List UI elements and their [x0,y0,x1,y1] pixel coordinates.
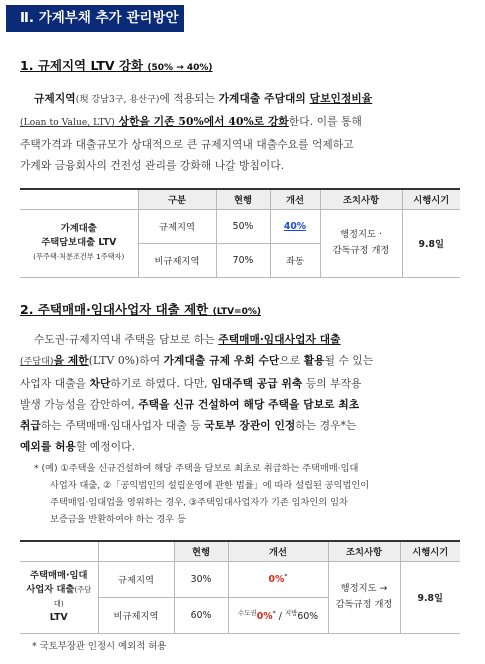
s2-l1-a: 수도권·규제지역내 [34,333,125,346]
table1-improved-regulated: 40% [283,220,307,232]
table1-current-nonregulated: 70% [216,243,270,277]
note-line-1: * (예) ①주택을 신규건설하여 해당 주택을 담보로 최초로 취급하는 주택매매·임대 [34,463,359,474]
table2-improved-regulated: 0% [268,574,285,586]
table2-header-action: 조치사항 [328,541,400,561]
table1-date: 9.8일 [402,209,460,277]
table1-rowhead [20,209,138,277]
note-line-4: 보증금을 반환하여야 하는 경우 등 [50,514,186,525]
s2-l2-e: 으로 [279,354,304,367]
s2-l5-d: 하는 경우*는 [295,419,357,432]
table2-improved-nonregulated [228,597,328,633]
section1-paragraph [20,88,460,176]
example-note [34,460,466,528]
table1-header-action: 조치사항 [320,189,402,209]
table2-action-2: 감독규정 개정 [335,599,393,610]
table1-header-category: 구분 [138,189,216,209]
table2-corner-b [98,541,174,561]
t2-metro-label: 수도권 [237,608,257,617]
table1-header-improved: 개선 [270,189,320,209]
footnote: * 국토부장관 인정시 예외적 허용 [32,641,167,652]
table1-rowhead-3: (무주택·처분조건부 1주택자) [33,252,125,261]
s2-l6-b: 할 예정이다. [75,440,136,453]
table1-region-regulated: 규제지역 [138,209,216,243]
s2-l2-d: 가계대출 규제 우회 수단 [163,354,280,367]
p1-h: 한다. 이를 통해 [288,115,362,128]
table2-header-date: 시행시기 [400,541,460,561]
p1-f: (Loan to Value, LTV) [20,118,115,128]
p1-c: 에 적용되는 [159,92,219,105]
table1-improved-nonregulated: 좌동 [270,243,320,277]
p1-b: (現 강남3구, 용산구) [75,95,160,105]
t2-metro-mark: * [272,608,276,617]
section-header-title: Ⅱ. 가계부채 추가 관리방안 [20,10,179,26]
section2-paragraph [20,329,460,457]
table2-current-nonregulated: 60% [174,597,228,633]
section1-title-text: 1. 규제지역 LTV 강화 [20,58,144,73]
table1-region-nonregulated: 비규제지역 [138,243,216,277]
section1-subtitle: (50% → 40%) [147,63,213,73]
s2-l5-a: 취급 [20,419,41,432]
table1-header-current: 현행 [216,189,270,209]
table2-rowhead [20,561,98,633]
table1-current-regulated: 50% [216,209,270,243]
table1-action-2: 감독규정 개정 [332,245,390,256]
section1-title [20,56,213,74]
table2-action [328,561,400,633]
s2-l2-g: 될 수 있는 [324,354,374,367]
table2-rowhead-3: LTV [49,612,68,623]
table1-header-date: 시행시기 [402,189,460,209]
t2-sep: / [275,611,285,623]
t2-local-label: 지방 [284,608,298,617]
table2-header-improved: 개선 [228,541,328,561]
s2-l3-d: 임대주택 공급 위축 [211,377,303,390]
table2-rowhead-1: 주택매매·임대 [30,570,88,581]
s2-l3-e: 등의 부작용 [302,377,362,390]
s2-l2-b: 을 제한 [53,354,89,367]
p2: 주택가격과 대출규모가 상대적으로 큰 규제지역내 대출수요를 억제하고 [20,138,354,151]
p1-d: 가계대출 주담대의 [218,92,310,105]
table1-rowhead-2: 주택담보대출 LTV [41,237,117,248]
s2-l2-f: 활용 [303,354,325,367]
s2-l3-a: 사업자 대출을 [20,377,90,390]
s2-l1-c: 주택매매·임대사업자 대출 [218,333,341,346]
s2-l5-b: 하는 주택매매·임대사업자 대출 등 [40,419,205,432]
section2-subtitle: (LTV=0%) [212,307,261,317]
table2-region-nonregulated: 비규제지역 [98,597,174,633]
p3: 가계와 금융회사의 건전성 관리를 강화해 나갈 방침이다. [20,159,285,172]
section-header-banner [6,5,184,32]
table1-action-1: 행정지도 · [340,229,382,240]
s2-l3-b: 차단 [89,377,111,390]
note-line-2: 사업자 대출, ②「공익법인의 설립운영에 관한 법률」에 따라 설립된 공익법인이 [50,480,370,491]
table1-rowhead-1: 가계대출 [60,223,97,234]
table1 [20,188,460,278]
t2-local-value: 60% [297,611,319,623]
s2-l2-c: (LTV 0%)하여 [88,354,164,367]
t2-metro-value: 0% [256,611,273,623]
s2-l1-b: 주택을 담보로 하는 [124,333,219,346]
table2 [20,540,460,634]
table2-date: 9.8일 [400,561,460,633]
s2-l2-a: (주담대) [20,357,54,367]
table2-header-current: 현행 [174,541,228,561]
s2-l4-b: 주택을 신규 건설하여 해당 주택을 담보로 최초 [138,398,360,411]
table2-rowhead-2b: (주담대) [53,585,92,608]
table2-improved-regulated-mark: * [284,572,288,581]
section2-title [20,300,261,318]
s2-l5-c: 국토부 장관이 인정 [204,419,296,432]
s2-l6-a: 예외를 허용 [20,440,76,453]
table2-current-regulated: 30% [174,561,228,597]
p1-a: 규제지역 [34,92,76,105]
table2-region-regulated: 규제지역 [98,561,174,597]
s2-l3-c: 하기로 하였다. 다만, [110,377,212,390]
p1-e: 담보인정비율 [309,92,373,105]
p1-g: 상한을 기존 50%에서 40%로 강화 [114,115,289,128]
table2-action-1: 행정지도 → [340,583,388,594]
section2-title-text: 2. 주택매매·임대사업자 대출 제한 [20,302,209,317]
table2-corner-a [20,541,98,561]
table2-rowhead-2a: 사업자 대출 [26,584,75,595]
note-line-3: 주택매입·임대업을 영위하는 경우, ③주택임대사업자가 기존 임차인의 임차 [50,497,348,508]
table1-corner [20,189,138,209]
table1-action [320,209,402,277]
s2-l4-a: 발생 가능성을 감안하여, [20,398,139,411]
